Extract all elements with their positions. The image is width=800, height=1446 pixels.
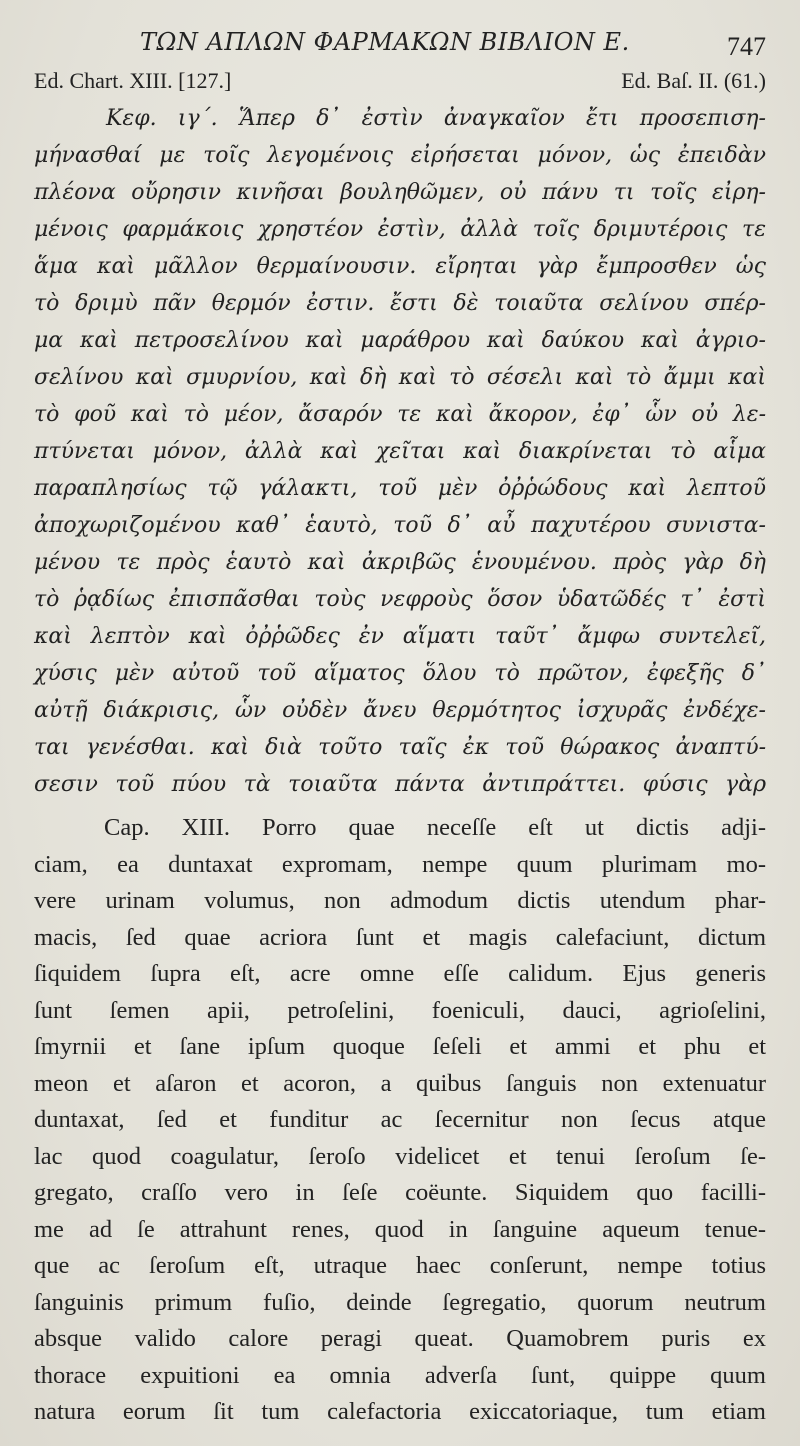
greek-text-line: καὶ λεπτὸν καὶ ὀῤῥῶδες ἐν αἵματι ταῦτ᾽ ἄμφω συντελεῖ, [34,624,766,649]
latin-text-line: duntaxat, ſed et funditur ac ſecernitur non ſecus atque [34,1106,766,1133]
greek-text-line: ἀποχωριζομένου καθ᾽ ἑαυτὸ, τοῦ δ᾽ αὖ παχυτέρου συνιστα- [34,513,766,538]
greek-text-line: πλέονα οὔρησιν κινῆσαι βουληθῶμεν, οὐ πάνυ τι τοῖς εἰρη- [34,180,766,205]
greek-text-line: ται γενέσθαι. καὶ διὰ τοῦτο ταῖς ἐκ τοῦ θώρακος ἀναπτύ- [34,735,766,760]
greek-text-line: τὸ ῥᾳδίως ἐπισπᾶσθαι τοὺς νεφροὺς ὅσον ὑδατῶδές τ᾽ ἐστὶ [34,587,766,612]
greek-text-line: μένου τε πρὸς ἑαυτὸ καὶ ἀκριβῶς ἑνουμένου. πρὸς γὰρ δὴ [34,550,766,575]
latin-text-line: ſunt ſemen apii, petroſelini, foeniculi, dauci, agrioſelini, [34,996,766,1024]
latin-text-block [34,810,766,1431]
page-number: 747 [727,32,766,61]
latin-text-line: gregato, craſſo vero in ſeſe coëunte. Siquidem quo facilli- [34,1179,766,1206]
latin-text-line: natura eorum ſit tum calefactoria exiccatoriaque, tum etiam [34,1398,766,1425]
greek-text-line: χύσις μὲν αὐτοῦ τοῦ αἵματος ὅλου τὸ πρῶτον, ἐφεξῆς δ᾽ [34,661,766,686]
greek-text-line: παραπλησίως τῷ γάλακτι, τοῦ μὲν ὀῤῥώδους καὶ λεπτοῦ [34,476,766,501]
greek-text-block [34,100,766,803]
edition-basel-reference: Ed. Baſ. II. (61.) [621,68,766,93]
latin-text-line: lac quod coagulatur, ſeroſo videlicet et tenui ſeroſum ſe- [34,1142,766,1170]
latin-text-line: absque valido calore peragi queat. Quamobrem puris ex [34,1325,766,1352]
greek-text-line: σελίνου καὶ σμυρνίου, καὶ δὴ καὶ τὸ σέσελι καὶ τὸ ἄμμι καὶ [34,365,766,390]
greek-text-line: μήνασθαί με τοῖς λεγομένοις εἰρήσεται μόνον, ὡς ἐπειδὰν [34,143,766,168]
edition-chartier-reference: Ed. Chart. XIII. [127.] [34,68,232,93]
latin-text-line: que ac ſeroſum eſt, utraque haec conſerunt, nempe totius [34,1252,766,1279]
latin-text-line: meon et aſaron et acoron, a quibus ſanguis non extenuatur [34,1069,766,1097]
running-head [0,28,800,62]
greek-text-line: μένοις φαρμάκοις χρηστέον ἐστὶν, ἀλλὰ τοῖς δριμυτέροις τε [34,217,766,242]
greek-text-line: μα καὶ πετροσελίνου καὶ μαράθρου καὶ δαύκου καὶ ἀγριο- [34,328,766,353]
latin-text-line: macis, ſed quae acriora ſunt et magis calefaciunt, dictum [34,923,766,951]
latin-text-line: Cap. XIII. Porro quae neceſſe eſt ut dictis adji- [104,814,766,841]
edition-reference-line [34,68,766,98]
latin-text-line: ſiquidem ſupra eſt, acre omne eſſe calidum. Ejus generis [34,960,766,987]
latin-text-line: ſmyrnii et ſane ipſum quoque ſeſeli et ammi et phu et [34,1033,766,1060]
greek-text-line: πτύνεται μόνον, ἀλλὰ καὶ χεῖται καὶ διακρίνεται τὸ αἷμα [34,439,766,464]
running-title: ΤΩΝ ΑΠΛΩΝ ΦΑΡΜΑΚΩΝ ΒΙΒΛΙΟΝ Ε. [140,28,630,56]
latin-text-line: ciam, ea duntaxat expromam, nempe quum plurimam mo- [34,850,766,878]
greek-text-line: τὸ φοῦ καὶ τὸ μέον, ἄσαρόν τε καὶ ἄκορον, ἐφ᾽ ὧν οὐ λε- [34,402,766,427]
greek-text-line: τὸ δριμὺ πᾶν θερμόν ἐστιν. ἔστι δὲ τοιαῦτα σελίνου σπέρ- [34,291,766,316]
latin-text-line: me ad ſe attrahunt renes, quod in ſanguine aqueum tenue- [34,1215,766,1243]
greek-text-line: αὐτῇ διάκρισις, ὧν οὐδὲν ἄνευ θερμότητος ἰσχυρᾶς ἐνδέχε- [34,698,766,723]
latin-text-line: vere urinam volumus, non admodum dictis utendum phar- [34,887,766,914]
latin-text-line: thorace expuitioni ea omnia adverſa ſunt, quippe quum [34,1361,766,1389]
latin-text-line: ſanguinis primum fuſio, deinde ſegregatio, quorum neutrum [34,1288,766,1316]
greek-text-line: ἅμα καὶ μᾶλλον θερμαίνουσιν. εἴρηται γὰρ ἔμπροσθεν ὡς [34,254,766,279]
greek-text-line: Κεφ. ιγ΄. Ἅπερ δ᾽ ἐστὶν ἀναγκαῖον ἔτι προσεπιση- [106,106,766,131]
greek-text-line: σεσιν τοῦ πύου τὰ τοιαῦτα πάντα ἀντιπράττει. φύσις γὰρ [34,772,766,797]
